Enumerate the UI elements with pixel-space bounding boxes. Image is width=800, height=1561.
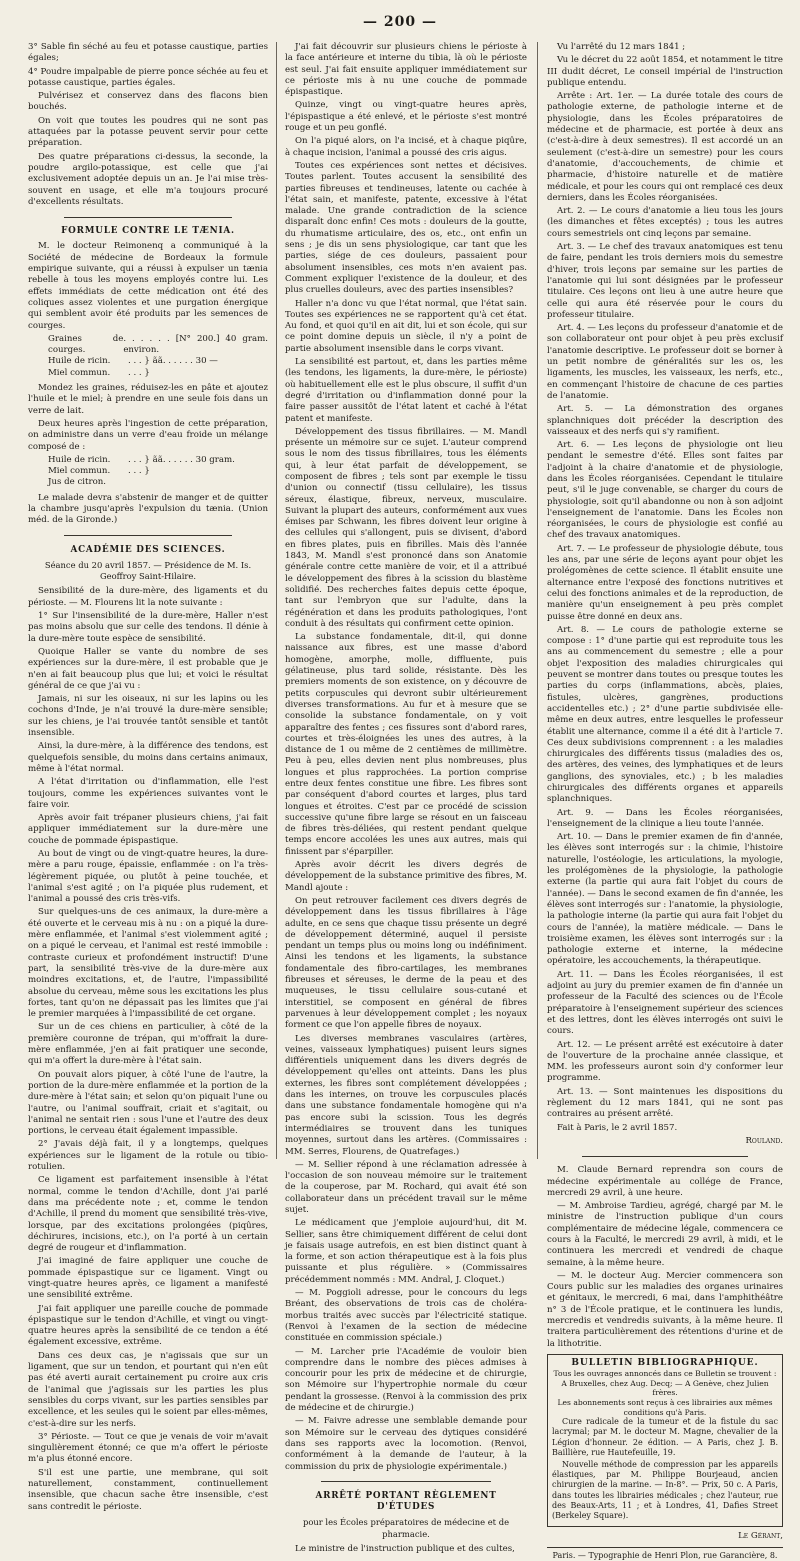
ornament-divider bbox=[285, 1477, 527, 1487]
recipe-quantity: . . . } ãã. . . . . . 30 gram. bbox=[128, 454, 235, 465]
paragraph: A l'état d'irritation ou d'inflammation, elle l'est toujours, comme les expériences suivantes vont le faire voir. bbox=[28, 777, 268, 810]
paragraph: Sur un de ces chiens en particulier, à côté de la première couronne de trépan, qui m'offrait la dure-mère enflammée, j'en ai fait pratiquer une seconde, qui m'a offert la dure-mère à l'état sain. bbox=[28, 1022, 268, 1067]
ornament-divider bbox=[28, 531, 268, 541]
signature: Rouland. bbox=[745, 1135, 783, 1146]
session-line: Séance du 20 avril 1857. — Présidence de M. Is. Geoffroy Saint-Hilaire. bbox=[44, 559, 252, 582]
column-left bbox=[28, 42, 268, 1512]
paragraph: On voit que toutes les poudres qui ne sont pas attaquées par la potasse peuvent servir pour cette préparation. bbox=[28, 115, 268, 149]
paragraph: Au bout de vingt ou de vingt-quatre heures, la dure-mère a paru rouge, épaissie, enflammée : on l'a très-légèrement piquée, ou plutôt à peine touchée, et l'animal s'est agité ; on l'a piquée plus rudement, et l'animal a poussé des cris très-vifs. bbox=[28, 849, 268, 905]
paragraph: Quinze, vingt ou vingt-quatre heures après, l'épispastique a été enlevé, et le périoste s'est montré rouge et un peu gonflé. bbox=[285, 100, 527, 134]
bulletin-entry: Nouvelle méthode de compression par les appareils élastiques, par M. Philippe Bourjeaud, ancien chirurgien de la marine. — In-8°. — Prix, 50 c. A Paris, dans toutes les librairies médicales ; chez l'auteur, rue des Beaux-Arts, 11 ; et à Londres, 41, Dafies Street (Berkeley Square). bbox=[552, 1460, 778, 1521]
ornament-divider bbox=[28, 212, 268, 222]
paragraph: 2° J'avais déjà fait, il y a longtemps, quelques expériences sur le ligament de la rotule ou tibio-rotulien. bbox=[28, 1139, 268, 1173]
paragraph: 3° Périoste. — Tout ce que je venais de voir m'avait singulièrement étonné; ce que m'a offert le périoste m'a plus étonné encore. bbox=[28, 1431, 268, 1465]
bulletin-title: BULLETIN BIBLIOGRAPHIQUE. bbox=[571, 1357, 759, 1368]
bulletin-box bbox=[547, 1354, 783, 1527]
bulletin-note: Les abonnements sont reçus à ces librairies aux mêmes conditions qu'à Paris. bbox=[557, 1398, 773, 1417]
recipe-ingredient: Miel commun. bbox=[48, 466, 111, 477]
paragraph: Vu le décret du 22 août 1854, et notamment le titre III dudit décret, Le conseil impérial de l'instruction publique entendu. bbox=[547, 55, 783, 88]
section-heading: ACADÉMIE DES SCIENCES. bbox=[70, 544, 226, 555]
paragraph: Après avoir fait trépaner plusieurs chiens, j'ai fait appliquer immédiatement sur la dure-mère une couche de pommade épispastique. bbox=[28, 813, 268, 846]
paragraph: Ainsi, la dure-mère, à la différence des tendons, est quelquefois sensible, du moins dans certains animaux, même à l'état normal. bbox=[28, 741, 268, 774]
recipe-quantity: . . . } bbox=[128, 466, 150, 477]
recipe-ingredient: Jus de citron. bbox=[48, 477, 107, 488]
gerant-label: Le Gérant, bbox=[738, 1531, 783, 1542]
paragraph: Mondez les graines, réduisez-les en pâte et ajoutez l'huile et le miel; à prendre en une seule fois dans un verre de lait. bbox=[28, 383, 268, 416]
paragraph: 4° Poudre impalpable de pierre ponce séchée au feu et potasse caustique, parties égales. bbox=[28, 66, 268, 88]
paragraph: Vu l'arrêté du 12 mars 1841 ; bbox=[557, 42, 686, 52]
paragraph: J'ai fait appliquer une pareille couche de pommade épispastique sur le tendon d'Achille, et vingt ou vingt-quatre heures après la sensibilité de ce tendon a été également excessive, extrême. bbox=[28, 1303, 268, 1348]
paragraph: Art. 3. — Le chef des travaux anatomiques est tenu de faire, pendant les trois derniers mois du semestre d'hiver, trois leçons par semaine sur les parties de l'anatomie qui lui sont désignées par le professeur titulaire. Ces leçons ont lieu à une autre heure que celle qui aura été réservée pour le cours du professeur titulaire. bbox=[547, 242, 783, 320]
paragraph: Toutes ces expériences sont nettes et décisives. Toutes parlent. Toutes accusent la sensibilité des parties fibreuses et tendineuses, latente ou cachée à l'état sain, et manifeste, patente, excessive à l'état malade. Une grande contradiction de la science disparaît donc enfin! Ces mots : douleurs de la goutte, du rhumatisme articulaire, des os, etc., ont enfin un sens ; je dis un sens physiologique, car tant que les parties, siége de ces douleurs, passaient pour absolument insensibles, ces mots n'en avaient pas. Comment expliquer l'existence de la douleur, et des plus cruelles douleurs, avec des parties insensibles? bbox=[285, 160, 527, 296]
paragraph: Art. 2. — Le cours d'anatomie a lieu tous les jours (les dimanches et fêtes exceptés) ; tous les autres cours semestriels ont cinq leçons par semaine. bbox=[547, 206, 783, 239]
paragraph: Ce ligament est parfaitement insensible à l'état normal, comme le tendon d'Achille, dont j'ai parlé dans ma précédente note ; et, comme le tendon d'Achille, il prend du moment que sensibilité très-vive, lorsque, par des excitations prolongées (piqûres, déchirures, incisions, etc.), on l'a porté à un certain degré de rougeur et d'inflammation. bbox=[28, 1175, 268, 1254]
recipe-ingredient: Miel commun. bbox=[48, 367, 111, 378]
paragraph: Art. 6. — Les leçons de physiologie ont lieu pendant le semestre d'été. Elles sont faites par l'adjoint à la chaire d'anatomie et de physiologie, dans les Écoles réorganisées. Cependant le titulaire peut, s'il le juge convenable, se charger du cours de physiologie, soit qu'il abandonne ou non à son adjoint l'enseignement de l'anatomie. Dans les Écoles non réorganisées, le cours de physiologie est confié au chef des travaux anatomiques. bbox=[547, 440, 783, 541]
paragraph: J'ai fait découvrir sur plusieurs chiens le périoste à la face antérieure et interne du tibia, là où le périoste est seul. J'ai fait ensuite appliquer immédiatement sur ce périoste mis à nu une couche de pommade épispastique. bbox=[285, 42, 527, 98]
column-right bbox=[547, 42, 783, 1560]
paragraph: Art. 11. — Dans les Écoles réorganisées, il est adjoint au jury du premier examen de fin d'année un professeur de la Faculté des sciences ou de l'École préparatoire à l'enseignement supérieur des sciences et des lettres, dont les élèves interrogés ont suivi le cours. bbox=[547, 969, 783, 1037]
paragraph: — M. le docteur Aug. Mercier commencera son Cours public sur les maladies des organes urinaires et génitaux, le mercredi, 6 mai, dans l'amphithéâtre n° 3 de l'École pratique, et le continuera les lundis, mercredis et vendredis suivants, à la même heure. Il traitera particulièrement des rétentions d'urine et de la lithotritie. bbox=[547, 1270, 783, 1349]
paragraph: 1° Sur l'insensibilité de la dure-mère, Haller n'est pas moins absolu que sur celle des tendons. Il dénie à la dure-mère toute espèce de sensibilité. bbox=[28, 611, 268, 644]
paragraph: Après avoir décrit les divers degrés de développement de la substance primitive des fibres, M. Mandl ajoute : bbox=[285, 860, 527, 893]
paragraph: La substance fondamentale, dit-il, qui donne naissance aux fibres, est une masse d'abord homogène, amorphe, molle, diffluente, puis gélatineuse, plus tard solide, résistante. Dès les premiers moments de son existence, on y découvre de petits corpuscules qui devront subir ultérieurement diverses transformations. Au fur et à mesure que se consolide la substance fondamentale, on y voit apparaître des fentes ; ces fissures sont d'abord rares, courtes et très-éloignées les unes des autres, à la distance de 1 ou même de 2 centièmes de millimètre. Peu à peu, elles devien nent plus nombreuses, plus longues et plus rapprochées. La portion comprise entre deux fentes constitue une fibre. Les fibres sont par conséquent d'abord courtes et larges, plus tard longues et étroites. C'est par ce procédé de scission successive qu'une fibre large se résout en un faisceau de fibres très-déliées, qui restent pendant quelque temps encore accolées les unes aux autres, mais qui finissent par s'éparpiller. bbox=[285, 632, 527, 857]
paragraph: Le malade devra s'abstenir de manger et de quitter la chambre jusqu'après l'expulsion du tænia. (Union méd. de la Gironde.) bbox=[28, 492, 268, 526]
paragraph: On l'a piqué alors, on l'a incisé, et à chaque piqûre, à chaque incision, l'animal a poussé des cris aigus. bbox=[285, 136, 527, 158]
column-middle bbox=[285, 42, 527, 1554]
paragraph: — M. Faivre adresse une semblable demande pour son Mémoire sur le cerveau des dytiques considéré dans ses rapports avec la locomotion. (Renvoi, conformément à la demande de l'auteur, à la commission du prix de physiologie expérimentale.) bbox=[285, 1416, 527, 1472]
paragraph: Deux heures après l'ingestion de cette préparation, on administre dans un verre d'eau froide un mélange composé de : bbox=[28, 418, 268, 452]
bulletin-entry: Cure radicale de la tumeur et de la fistule du sac lacrymal; par M. le docteur M. Magne, chevalier de la Légion d'honneur. 2e édition. — A Paris, chez J. B. Baillière, rue Hautefeuille, 19. bbox=[552, 1417, 778, 1457]
recipe-quantity: . . . } ãã. . . . . . 30 — bbox=[128, 356, 218, 367]
page-number: — 200 — bbox=[363, 14, 437, 30]
bulletin-note: Tous les ouvrages annoncés dans ce Bulletin se trouvent : bbox=[553, 1369, 777, 1379]
paragraph: Le ministre de l'instruction publique et des cultes, bbox=[295, 1544, 515, 1554]
section-subheading: pour les Écoles préparatoires de médecine et de pharmacie. bbox=[302, 1517, 510, 1539]
paragraph: Jamais, ni sur les oiseaux, ni sur les lapins ou les cochons d'Inde, je n'ai trouvé la dure-mère sensible; sur les chiens, je l'ai trouvée tantôt sensible et tantôt insensible. bbox=[28, 694, 268, 739]
paragraph: Sur quelques-uns de ces animaux, la dure-mère a été ouverte et le cerveau mis à nu : on a piqué la dure-mère enflammée, et l'animal s'est violemment agité ; on a piqué le cerveau, et l'animal est resté immobile : contraste curieux et profondément instructif! D'une part, la sensibilité très-vive de la dure-mère aux moindres excitations, et, de l'autre, l'impassibilité absolue du cerveau, même sous les excitations les plus fortes, tant qu'on ne dépassait pas les limites que j'ai le premier marquées à l'impassibilité de cet organe. bbox=[28, 907, 268, 1020]
paragraph: 3° Sable fin séché au feu et potasse caustique, parties égales; bbox=[28, 42, 268, 64]
bulletin-note: A Bruxelles, chez Aug. Decq; — A Genève, chez Julien frères. bbox=[561, 1378, 769, 1398]
paragraph: M. Claude Bernard reprendra son cours de médecine expérimentale au collége de France, mercredi 29 avril, à une heure. bbox=[547, 1165, 783, 1198]
section-heading: ARRÊTÉ PORTANT RÈGLEMENT D'ÉTUDES bbox=[315, 1490, 497, 1513]
paragraph: — M. Sellier répond à une réclamation adressée à l'occasion de son nouveau mémoire sur le traitement de la couperose, par M. Rochard, qui avait été son collaborateur dans un précédent travail sur le même sujet. bbox=[285, 1159, 527, 1215]
paragraph: J'ai imaginé de faire appliquer une couche de pommade épispastique sur ce ligament. Vingt ou vingt-quatre heures après, ce ligament a manifesté une sensibilité extrême. bbox=[28, 1256, 268, 1301]
paragraph: On peut retrouver facilement ces divers degrés de développement dans les tissus fibrillaires à l'âge adulte, en ce sens que chaque tissu présente un degré de développement déterminé, auquel il persiste pendant un temps plus ou moins long ou indéfiniment. Ainsi les tendons et les ligaments, la substance fondamentale des fibro-cartilages, les membranes fibreuses et séreuses, le derme de la peau et des muqueuses, le tissu cellulaire sous-cutané et interstitiel, se composent en général de fibres parvenues à leur développement complet ; les noyaux forment ce que l'on appelle fibres de noyaux. bbox=[285, 895, 527, 1031]
paragraph: Sensibilité de la dure-mère, des ligaments et du périoste. — M. Flourens lit la note suivante : bbox=[28, 586, 268, 608]
paragraph: — M. Ambroise Tardieu, agrégé, chargé par M. le ministre de l'instruction publique d'un cours complémentaire de médecine légale, commencera ce cours à la Faculté, le mercredi 29 avril, à midi, et le continuera les mercredi et vendredi de chaque semaine, à la même heure. bbox=[547, 1201, 783, 1268]
recipe-ingredient: Huile de ricin. bbox=[48, 356, 111, 367]
recipe-ingredient: Huile de ricin. bbox=[48, 454, 111, 465]
paragraph: — M. Larcher prie l'Académie de vouloir bien comprendre dans le nombre des pièces admises à concourir pour les prix de médecine et de chirurgie, son Mémoire sur l'hypertrophie normale du cœur pendant la grossesse. (Renvoi à la commission des prix de médecine et de chirurgie.) bbox=[285, 1346, 527, 1414]
paragraph: On pouvait alors piquer, à côté l'une de l'autre, la portion de la dure-mère enflammée et la portion de la dure-mère à l'état sain; et selon qu'on piquait l'une ou l'autre, ou l'animal souffrait, criait et s'agitait, ou l'animal ne sentait rien : sous l'une et l'autre des deux portions, le cerveau était également impassible. bbox=[28, 1069, 268, 1137]
paragraph: Fait à Paris, le 2 avril 1857. bbox=[557, 1122, 678, 1133]
paragraph: Pulvérisez et conservez dans des flacons bien bouchés. bbox=[28, 91, 268, 113]
ornament-divider bbox=[547, 1151, 783, 1161]
paragraph: Les diverses membranes vasculaires (artères, veines, vaisseaux lymphatiques) puisent leurs signes différentiels uniquement dans les divers degrés de développement qu'elles ont atteints. Dans les plus externes, les fibres sont complétement développées ; dans les internes, on trouve les corpuscules placés dans une substance fondamentale homogène qui n'a pas encore subi la scission. Tous les degrés intermédiaires se trouvent dans les tuniques moyennes, surtout dans les artères. (Commissaires : MM. Serres, Flourens, de Quatrefages.) bbox=[285, 1033, 527, 1157]
paragraph: Arrête : Art. 1er. — La durée totale des cours de pathologie externe, de pathologie interne et de physiologie, dans les Écoles préparatoires de médecine et de pharmacie, est portée à deux ans (c'est-à-dire à deux semestres). Il est accordé un an seulement (c'est-à-dire un semestre) pour les cours d'anatomie, d'accouchements, de chimie et pharmacie, d'histoire naturelle et de matière médicale, et pour les cours qui ont remplacé ces deux derniers, dans les Écoles réorganisées. bbox=[547, 91, 783, 203]
paragraph: Dans ces deux cas, je n'agissais que sur un ligament, que sur un tendon, et pourtant qui n'en eût pas été averti aurait certainement pu croire aux cris de l'animal que j'agissais sur les parties les plus sensibles du corps vivant, sur les parties sensibles par excellence, et les seules qui le soient par elles-mêmes, c'est-à-dire sur les nerfs. bbox=[28, 1350, 268, 1429]
paragraph: — M. Poggioli adresse, pour le concours du legs Bréant, des observations de trois cas de choléra-morbus traités avec succès par l'électricité statique. (Renvoi à l'examen de la section de médecine constituée en commission spéciale.) bbox=[285, 1288, 527, 1344]
paragraph: La sensibilité est partout, et, dans les parties même (les tendons, les ligaments, la dure-mère, le périoste) où habituellement elle est le plus obscure, il suffit d'un degré d'irritation ou d'inflammation donné pour la faire passer aussitôt de l'état latent et caché à l'état patent et manifeste. bbox=[285, 357, 527, 424]
column-divider bbox=[276, 42, 277, 1159]
paragraph: Art. 9. — Dans les Écoles réorganisées, l'enseignement de la clinique a lieu toute l'année. bbox=[547, 807, 783, 829]
paragraph: Art. 13. — Sont maintenues les dispositions du règlement du 12 mars 1841, qui ne sont pas contraires au présent arrêté. bbox=[547, 1086, 783, 1120]
paragraph: Art. 4. — Les leçons du professeur d'anatomie et de son collaborateur ont pour objet à peu près exclusif l'anatomie descriptive. Le professeur doit se borner à un petit nombre de généralités sur les os, les ligaments, les muscles, les vaisseaux, les nerfs, etc., en commençant l'histoire de chacune de ces parties de l'anatomie. bbox=[547, 323, 783, 401]
paragraph: Art. 10. — Dans le premier examen de fin d'année, les élèves sont interrogés sur : la chimie, l'histoire naturelle, l'ostéologie, les articulations, la myologie, les prolégomènes de la physiologie, la pathologie externe (la partie qui aura fait l'objet du cours de l'année). — Dans le second examen de fin d'année, les élèves sont interrogés sur : l'anatomie, la physiologie, la pathologie interne (la partie qui aura fait l'objet du cours de l'année), la matière médicale. — Dans le troisième examen, les élèves sont interrogés sur : la pathologie externe et interne, la médecine opératoire, les accouchements, la thérapeutique. bbox=[547, 832, 783, 967]
paragraph: Art. 5. — La démonstration des organes splanchniques doit précéder la description des vaisseaux et des nerfs qui s'y ramifient. bbox=[547, 404, 783, 437]
recipe-quantity: . . . } bbox=[128, 367, 150, 378]
paragraph: Des quatre préparations ci-dessus, la seconde, la poudre argilo-potassique, est celle que j'ai exclusivement adoptée depuis un an. Je l'ai mise très-souvent en usage, et elle m'a toujours procuré d'excellents résultats. bbox=[28, 151, 268, 207]
paragraph: Développement des tissus fibrillaires. — M. Mandl présente un mémoire sur ce sujet. L'auteur comprend sous le nom des tissus fibrillaires, tous les éléments qui, à leur état parfait de développement, se composent de fibres ; tels sont par exemple le tissu d'union ou connectif (tissu cellulaire), les tissus séreux, élastique, fibreux, nerveux, musculaire. Suivant la plupart des auteurs, conformément aux vues émises par Schwann, les fibres doivent leur origine à des cellules qui s'allongent, puis se divisent, d'abord en fibres plates, puis en fibrilles. Mais dès l'année 1843, M. Mandl s'est prononcé dans son Anatomie générale contre cette manière de voir, et il a attribué le développement des fibres à la scission du blastème solidifié. Des recherches faites depuis cette époque, tant sur l'embryon que sur l'adulte, dans la régénération et dans les produits pathologiques, l'ont conduit à des résultats qui confirment cette opinion. bbox=[285, 426, 527, 629]
recipe bbox=[48, 455, 268, 489]
paragraph: Art. 8. — Le cours de pathologie externe se compose : 1° d'une partie qui est reproduite tous les ans au commencement du semestre ; elle a pour objet l'exposition des maladies chirurgicales qui peuvent se montrer dans toutes ou presque toutes les parties du corps (inflammations, abcès, plaies, fistules, ulcères, gangrènes, productions accidentelles etc.) ; 2° d'une partie subdivisée elle-même en deux autres, entre lesquelles le professeur établit une alternance, comme il a été dit à l'article 7. Ces deux subdivisions comprennent : a les maladies chirurgicales des différents tissus (maladies des os, des artères, des veines, des lymphatiques et de leurs ganglions, des synoviales, etc.) ; b les maladies chirurgicales des différents organes et appareils splanchniques. bbox=[547, 624, 783, 805]
section-heading: FORMULE CONTRE LE TÆNIA. bbox=[61, 226, 235, 237]
column-divider bbox=[537, 42, 538, 1159]
paragraph: Art. 7. — Le professeur de physiologie débute, tous les ans, par une série de leçons ayant pour objet les prolégomènes de cette science. Il établit ensuite une alternance entre l'exposé des fonctions nutritives et celui des fonctions animales et de la reproduction, de manière qu'un enseignement à peu près complet puisse être donné en deux ans. bbox=[547, 543, 783, 622]
paragraph: Haller n'a donc vu que l'état normal, que l'état sain. Toutes ses expériences ne se rapportent qu'à cet état. Au fond, et quoi qu'il en ait dit, lui et son école, qui sur ce point domine depuis un siècle, il n'y a point de partie absolument insensible dans le corps vivant. bbox=[285, 298, 527, 354]
paragraph: Art. 12. — Le présent arrêté est exécutoire à dater de l'ouverture de la prochaine année classique, et MM. les professeurs auront soin d'y conformer leur programme. bbox=[547, 1039, 783, 1084]
paragraph: S'il est une partie, une membrane, qui soit naturellement, constamment, continuellement insensible, que chacun sache être insensible, c'est sans contredit le périoste. bbox=[28, 1467, 268, 1512]
paragraph: Le médicament que j'emploie aujourd'hui, dit M. Sellier, sans être chimiquement différent de celui dont je faisais usage autrefois, en est bien distinct quant à la forme, et son action thérapeutique est à la fois plus puissante et plus régulière. » (Commissaires précédemment nommés : MM. Andral, J. Cloquet.) bbox=[285, 1218, 527, 1285]
paragraph: Quoique Haller se vante du nombre de ses expériences sur la dure-mère, il est probable que je n'en ai fait beaucoup plus que lui; et voici le résultat général de ce que j'ai vu : bbox=[28, 646, 268, 691]
recipe bbox=[48, 334, 268, 379]
recipe-ingredient: Graines de courges. bbox=[48, 333, 124, 356]
printer-line: Paris. — Typographie de Henri Plon, rue Garancière, 8. bbox=[547, 1547, 783, 1561]
recipe-quantity: . . . . . . [N° 200.] 40 gram. environ. bbox=[123, 333, 268, 356]
paragraph: M. le docteur Reimonenq a communiqué à la Société de médecine de Bordeaux la formule empirique suivante, qui a réussi à expulser un tænia rebelle à tous les moyens employés contre lui. Les effets immédiats de cette médication ont été des coliques assez violentes et une purgation énergique qui semblent avoir été produits par les semences de courges. bbox=[28, 241, 268, 331]
